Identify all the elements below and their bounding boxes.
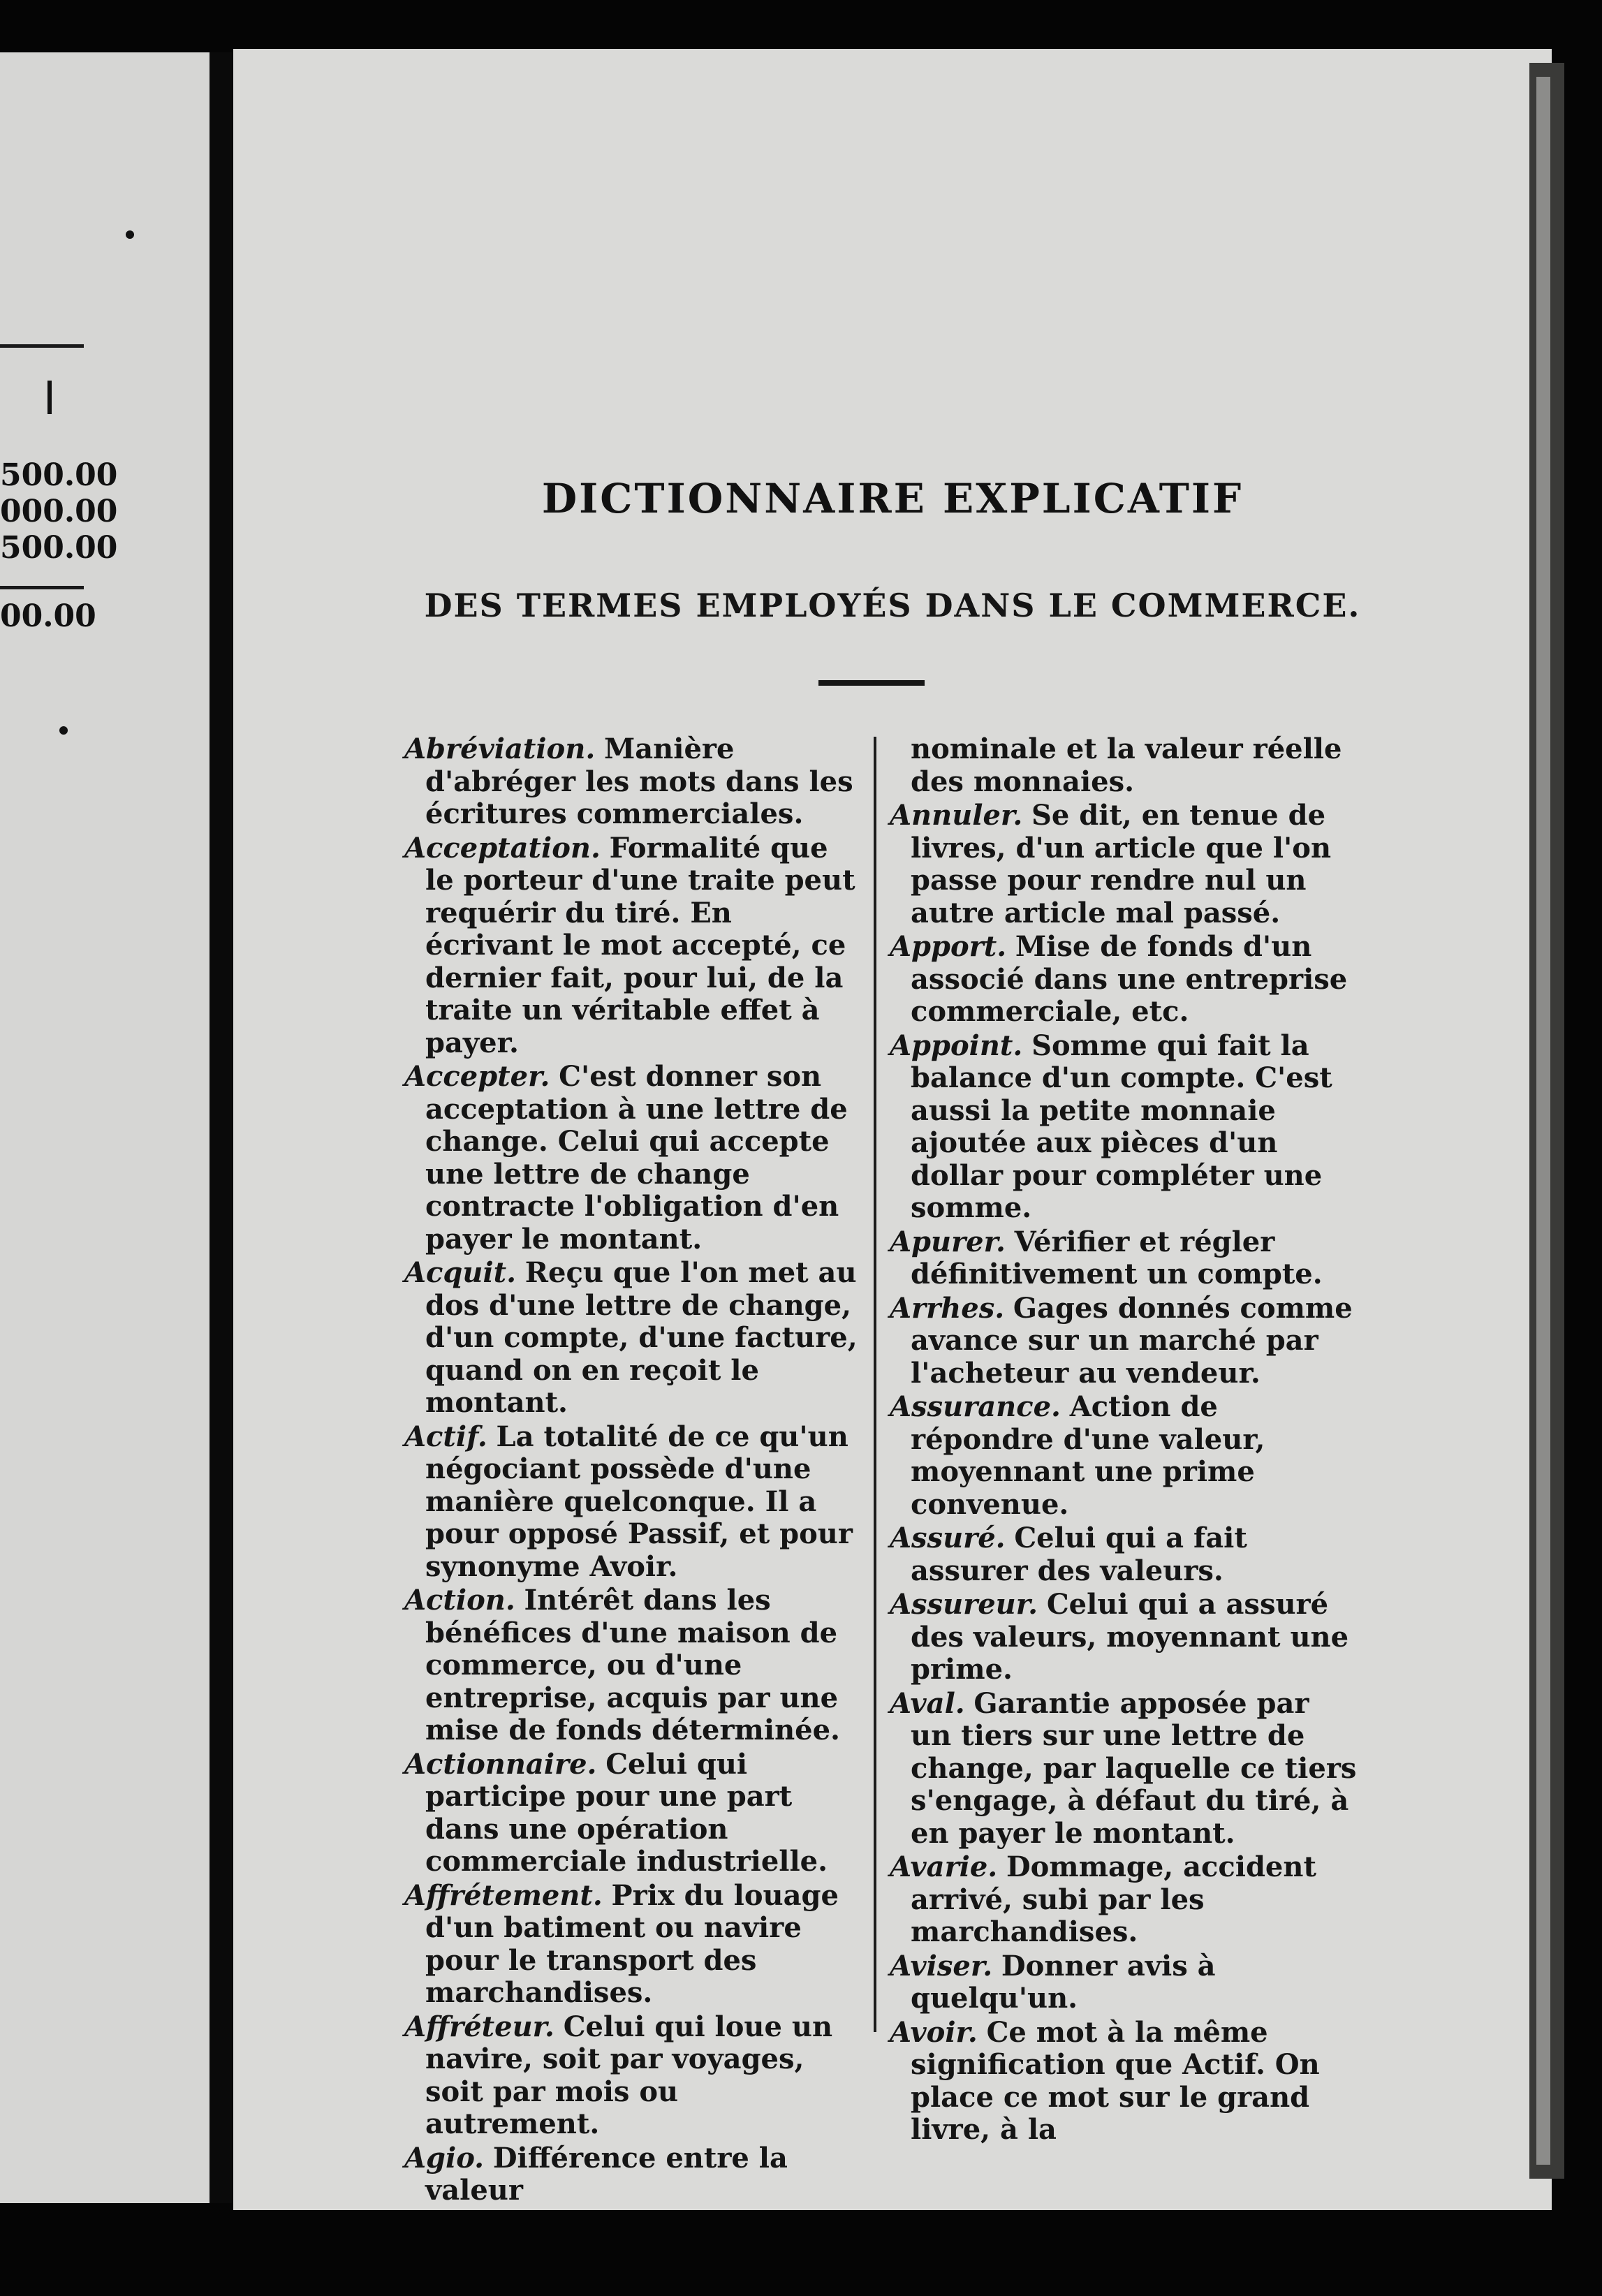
entry-term: Aval. [890,1686,965,1720]
dictionary-entry [890,1293,1358,1390]
adjacent-page-figure: 500.00 [0,530,118,566]
entry-term: Avarie. [890,1850,998,1883]
dictionary-entry [890,1851,1358,1949]
entry-definition: Vérifier et régler définitivement un compte. [911,1225,1323,1290]
entry-definition: Prix du louage d'un batiment ou navire pour le transport des marchandises. [425,1878,839,2009]
entry-term: Assureur. [890,1588,1038,1621]
entry-term: Assuré. [890,1522,1006,1554]
entry-definition: Garantie apposée par un tiers sur une lettre de change, par laquelle ce tiers s'engage, à défaut du tiré, à en payer le montant. [911,1686,1357,1850]
entry-definition: Somme qui fait la balance d'un compte. C'est aussi la petite monnaie ajoutée aux pièces d'un dollar pour compléter une somme. [911,1029,1332,1224]
dictionary-entry [890,1522,1358,1587]
dictionary-entry [404,1584,858,1747]
entry-term: Accepter. [404,1060,550,1093]
entry-definition: Différence entre la valeur [425,2141,788,2207]
dictionary-entry [890,1589,1358,1686]
entry-term: Assurance. [890,1390,1061,1423]
entry-term: Agio. [404,2141,485,2174]
entry-definition: Se dit, en tenue de livres, d'un article que l'on passe pour rendre nul un autre article mal passé. [911,799,1332,929]
entry-term: Abréviation. [404,733,596,765]
adjacent-page-rule [0,586,84,589]
entry-definition: Mise de fonds d'un associé dans une entreprise commerciale, etc. [911,930,1348,1028]
page-subtitle: DES TERMES EMPLOYÉS DANS LE COMMERCE. [424,587,1361,624]
dictionary-entry [890,2017,1358,2147]
entry-definition: La totalité de ce qu'un négociant possède d'une manière quelconque. Il a pour opposé Passif, et pour synonyme Avoir. [425,1420,853,1583]
dictionary-entry [890,1688,1358,1850]
entry-definition: Formalité que le porteur d'une traite peut requérir du tiré. En écrivant le mot accepté, ce dernier fait, pour lui, de la traite un véritable effet à payer. [425,831,855,1059]
dictionary-entry [890,1226,1358,1291]
dictionary-entry [890,733,1358,798]
page-title: DICTIONNAIRE EXPLICATIF [541,475,1244,522]
dictionary-entry [890,931,1358,1029]
entry-definition: Ce mot à la même signification que Actif. On place ce mot sur le grand livre, à la [911,2015,1320,2146]
dictionary-entry [404,2011,858,2141]
title-rule [818,680,925,686]
book-gutter [210,52,233,2203]
entry-definition: nominale et la valeur réelle des monnaies. [911,733,1342,798]
dictionary-entry [404,1257,858,1420]
dictionary-entry [890,800,1358,929]
dictionary-entry [404,733,858,831]
dictionary-entry [404,2142,858,2207]
dictionary-entry [404,1749,858,1878]
entry-definition: C'est donner son acceptation à une lettre de change. Celui qui accepte une lettre de change contracte l'obligation d'en payer le montant. [425,1060,848,1256]
entry-definition: Gages donnés comme avance sur un marché par l'acheteur au vendeur. [911,1291,1353,1390]
entry-definition: Celui qui participe pour une part dans une opération commerciale industrielle. [425,1747,828,1878]
entry-term: Affrétement. [404,1878,603,1912]
entry-term: Appoint. [890,1029,1023,1062]
dictionary-entry [890,1030,1358,1225]
entry-term: Action. [404,1584,515,1617]
dictionary-entry [404,1880,858,2010]
dictionary-entry [404,832,858,1060]
entry-definition: Reçu que l'on met au dos d'une lettre de change, d'un compte, d'une facture, quand on en reçoit le montant. [425,1256,858,1419]
entry-term: Actif. [404,1420,487,1453]
entry-definition: Celui qui loue un navire, soit par voyages, soit par mois ou autrement. [425,2010,833,2140]
adjacent-page-mark [47,381,52,414]
entry-term: Affréteur. [404,2010,554,2043]
entry-definition: Celui qui a assuré des valeurs, moyennant une prime. [911,1588,1349,1686]
entry-definition: Dommage, accident arrivé, subi par les marchandises. [911,1850,1316,1948]
dictionary-entry [404,1061,858,1256]
column-right [890,733,1358,2148]
entry-term: Apurer. [890,1225,1006,1258]
adjacent-page-rule [0,344,84,348]
entry-term: Acquit. [404,1256,517,1289]
entry-term: Apport. [890,930,1007,963]
document-page [233,49,1552,2210]
entry-term: Avoir. [890,2015,978,2049]
entry-definition: Donner avis à quelqu'un. [911,1949,1216,2015]
entry-term: Annuler. [890,799,1023,832]
speck [126,230,134,239]
entry-definition: Intérêt dans les bénéfices d'une maison de commerce, ou d'une entreprise, acquis par une mise de fonds déterminée. [425,1584,840,1746]
entry-definition: Celui qui a fait assurer des valeurs. [911,1522,1247,1587]
entry-definition: Manière d'abréger les mots dans les écritures commerciales. [425,733,853,830]
dictionary-entry [890,1950,1358,2015]
adjacent-page-figure: 000.00 [0,494,118,529]
dictionary-entry [404,1421,858,1584]
column-divider [874,737,876,2032]
speck [59,726,68,735]
entry-term: Acceptation. [404,831,601,864]
adjacent-page [0,52,210,2203]
adjacent-page-figure: 00.00 [0,598,96,634]
dictionary-entry [890,1391,1358,1521]
entry-definition: Action de répondre d'une valeur, moyennant une prime convenue. [911,1390,1265,1521]
adjacent-page-figure: 500.00 [0,457,118,493]
entry-term: Aviser. [890,1949,993,1982]
page-edge-shadow [1536,77,1550,2165]
entry-term: Actionnaire. [404,1747,597,1781]
column-left [404,733,858,2209]
entry-term: Arrhes. [890,1291,1005,1325]
